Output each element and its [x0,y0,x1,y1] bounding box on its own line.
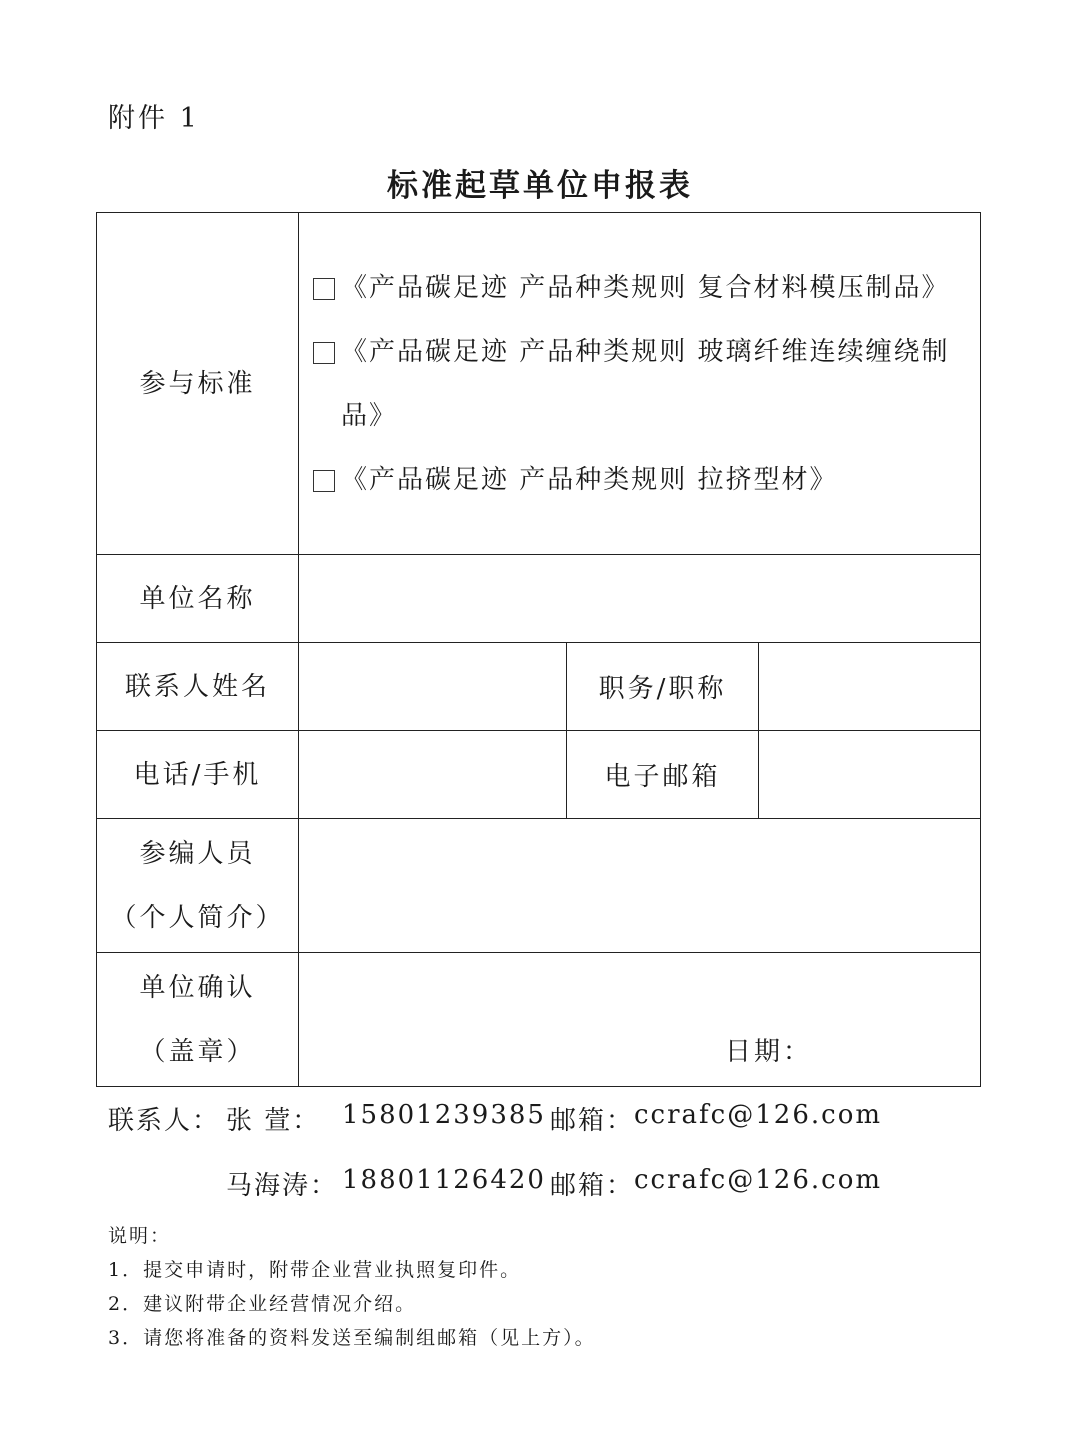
participants-row [97,819,981,953]
standard-checkbox-1[interactable] [313,278,335,300]
confirm-field[interactable] [299,953,981,1087]
contact-1-phone: 15801239385 [342,1100,546,1130]
position-field[interactable] [759,643,981,731]
contact-label: 联系人： [108,1106,221,1136]
position-label: 职务/职称 [567,643,759,731]
contact-1-email-label: 邮箱： [550,1106,635,1136]
standard-checkbox-2[interactable] [313,342,335,364]
company-name-label: 单位名称 [97,555,299,643]
company-name-field[interactable] [299,555,981,643]
phone-label: 电话/手机 [97,731,299,819]
standard-option-1 [313,256,976,320]
participants-label [97,819,299,953]
contact-2-email: ccrafc@126.com [634,1165,882,1195]
note-item-1: 1．提交申请时，附带企业营业执照复印件。 [108,1259,522,1281]
date-label: 日期： [725,1037,813,1067]
contact-row [97,643,981,731]
standards-row [97,213,981,555]
standard-checkbox-3[interactable] [313,470,335,492]
standard-option-2-text: 《产品碳足迹 产品种类规则 玻璃纤维连续缠绕制品》 [341,336,950,431]
standards-label: 参与标准 [97,213,299,555]
participants-label-line1: 参编人员 [139,838,256,869]
notes-heading: 说明： [108,1225,172,1247]
standard-option-1-text: 《产品碳足迹 产品种类规则 复合材料模压制品》 [341,272,950,303]
contact-1-name: 张 萱： [226,1106,321,1136]
note-item-2: 2．建议附带企业经营情况介绍。 [108,1293,417,1315]
standard-option-3-text: 《产品碳足迹 产品种类规则 拉挤型材》 [341,464,838,495]
email-field[interactable] [759,731,981,819]
email-label: 电子邮箱 [567,731,759,819]
contact-name-label: 联系人姓名 [97,643,299,731]
confirm-label-line1: 单位确认 [139,972,256,1003]
standard-option-2 [313,320,976,448]
participants-label-line2: （个人简介） [110,902,285,933]
application-form-table [96,212,981,1087]
contact-2-name: 马海涛： [226,1171,339,1201]
phone-field[interactable] [299,731,567,819]
participants-field[interactable] [299,819,981,953]
phone-email-row [97,731,981,819]
contact-1-email: ccrafc@126.com [634,1100,882,1130]
confirm-row [97,953,981,1087]
attachment-label: 附件 1 [108,103,200,134]
contact-name-field[interactable] [299,643,567,731]
standard-option-3 [313,448,976,512]
contact-2-phone: 18801126420 [342,1165,546,1195]
confirm-label [97,953,299,1087]
note-item-3: 3．请您将准备的资料发送至编制组邮箱（见上方）。 [108,1327,596,1349]
form-title: 标准起草单位申报表 [387,168,693,204]
company-name-row [97,555,981,643]
standards-list [299,213,981,555]
confirm-label-line2: （盖章） [139,1036,256,1067]
notes-section [108,1219,596,1355]
contact-2-email-label: 邮箱： [550,1171,635,1201]
